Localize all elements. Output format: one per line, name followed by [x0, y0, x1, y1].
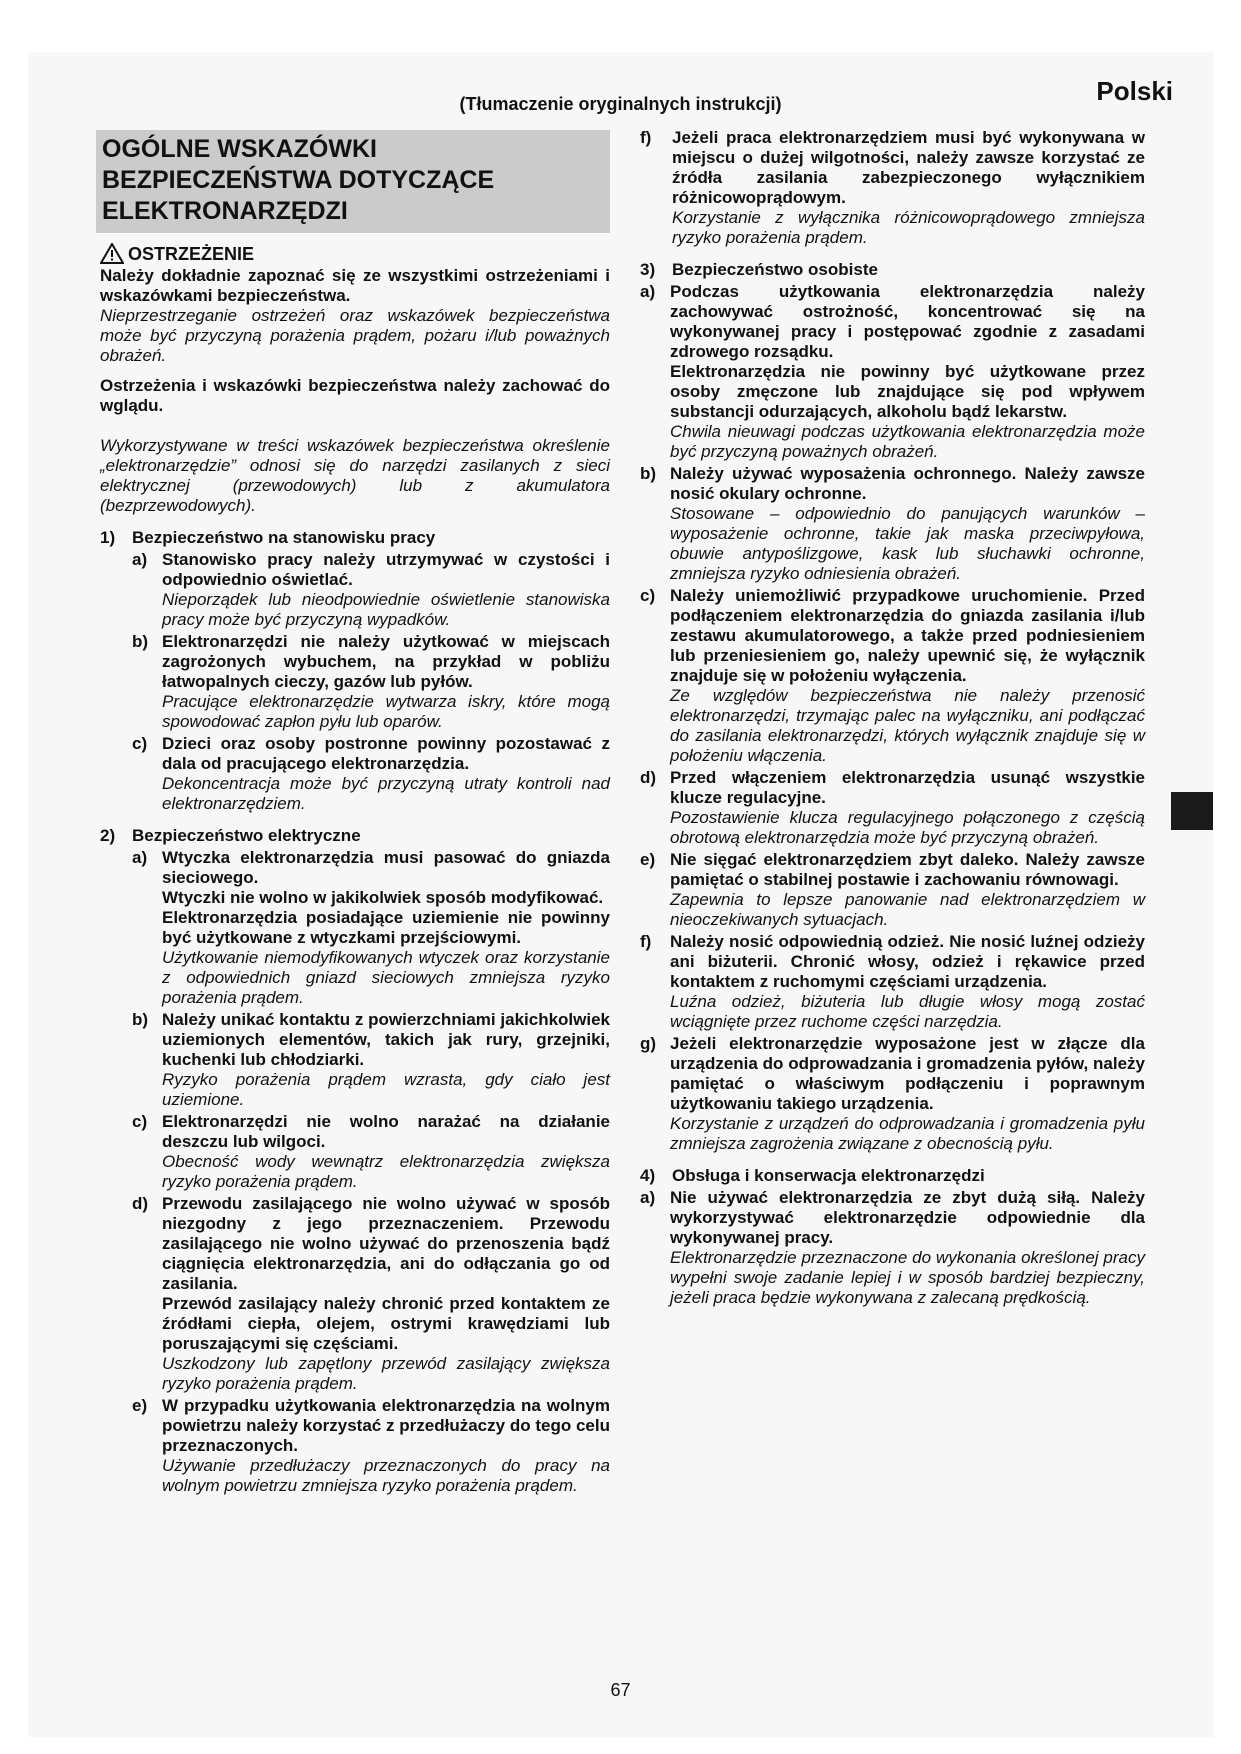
list-item: c) Należy uniemożliwić przypadkowe uruchomienie. Przed podłączeniem elektronarzędzia do gniazda zasilania i/lub zestawu akumulatorowego, a także przed podniesieniem lub przeniesieniem go, należy upewnić się, że wyłącznik znajduje się w położeniu wyłączenia. Ze względów bezpieczeństwa nie należy przenosić elektronarzędzi, trzymając palec na wyłączniku, ani podłączać do zasilania elektronarzędzi, których wyłącznik znajduje się w położeniu włączenia. [640, 586, 1145, 765]
section-4-heading: 4) Obsługa i konserwacja elektronarzędzi [640, 1166, 985, 1185]
list-item: b) Elektronarzędzi nie należy użytkować w miejscach zagrożonych wybuchem, na przykład w pobliżu łatwopalnych cieczy, gazów lub pyłów. Pracujące elektronarzędzie wytwarza iskry, które mogą spowodować zapłon pyłu lub oparów. [132, 632, 610, 731]
warning-consequence: Nieprzestrzeganie ostrzeżeń oraz wskazówek bezpieczeństwa może być przyczyną porażenia prądem, pożaru i/lub poważnych obrażeń. [100, 306, 610, 365]
section-title: OGÓLNE WSKAZÓWKI BEZPIECZEŃSTWA DOTYCZĄCE ELEKTRONARZĘDZI [96, 130, 610, 233]
list-item: d) Przewodu zasilającego nie wolno używać w sposób niezgodny z jego przeznaczeniem. Przewodu zasilającego nie wolno używać do przenoszenia bądź ciągnięcia elektronarzędzia, ani do odłączania go od zasilania. Przewód zasilający należy chronić przed kontaktem ze źródłami ciepła, olejem, ostrymi krawędziami lub poruszającymi się częściami. Uszkodzony lub zapętlony przewód zasilający zwiększa ryzyko porażenia prądem. [132, 1194, 610, 1393]
warning-heading [100, 243, 610, 264]
left-column [100, 130, 610, 1496]
list-item: b) Należy używać wyposażenia ochronnego. Należy zawsze nosić okulary ochronne. Stosowane – odpowiednio do panujących warunków – wyposażenie ochronne, takie jak maska przeciwpyłowa, obuwie antypoślizgowe, kask lub słuchawki ochronne, zmniejsza ryzyko odniesienia obrażeń. [640, 464, 1145, 583]
warning-label: OSTRZEŻENIE [128, 243, 255, 264]
translation-note: (Tłumaczenie oryginalnych instrukcji) [459, 94, 782, 114]
section-1-heading: 1) Bezpieczeństwo na stanowisku pracy [100, 528, 436, 547]
list-item: f) Jeżeli praca elektronarzędziem musi być wykonywana w miejscu o dużej wilgotności, należy zawsze korzystać ze źródła zasilania zabezpieczonego wyłącznikiem różnicowoprądowym. Korzystanie z wyłącznika różnicowoprądowego zmniejsza ryzyko porażenia prądem. [640, 128, 1145, 247]
list-item: c) Dzieci oraz osoby postronne powinny pozostawać z dala od pracującego elektronarzędzia. Dekoncentracja może być przyczyną utraty kontroli nad elektronarzędziem. [132, 734, 610, 813]
list-item: b) Należy unikać kontaktu z powierzchniami jakichkolwiek uziemionych elementów, takich jak rury, grzejniki, kuchenki lub chłodziarki. Ryzyko porażenia prądem wzrasta, gdy ciało jest uziemione. [132, 1010, 610, 1109]
list-item: d) Przed włączeniem elektronarzędzia usunąć wszystkie klucze regulacyjne. Pozostawienie klucza regulacyjnego połączonego z częścią obrotową elektronarzędzia może być przyczyną obrażeń. [640, 768, 1145, 847]
list-item: a) Nie używać elektronarzędzia ze zbyt dużą siłą. Należy wykorzystywać elektronarzędzie odpowiednie dla wykonywanej pracy. Elektronarzędzie przeznaczone do wykonania określonej pracy wypełni swoje zadanie lepiej i w sposób bardziej bezpieczny, jeżeli praca będzie wykonywana z zalecaną prędkością. [640, 1188, 1145, 1307]
list-item: f) Należy nosić odpowiednią odzież. Nie nosić luźnej odzieży ani biżuterii. Chronić włosy, odzież i rękawice przed kontaktem z ruchomymi częściami urządzenia. Luźna odzież, biżuteria lub długie włosy mogą zostać wciągnięte przez ruchome części narzędzia. [640, 932, 1145, 1031]
list-item: a) Stanowisko pracy należy utrzymywać w czystości i odpowiednio oświetlać. Nieporządek lub nieodpowiednie oświetlenie stanowiska pracy może być przyczyną wypadków. [132, 550, 610, 629]
page-number: 67 [610, 1680, 631, 1700]
warning-triangle-icon [100, 243, 124, 264]
list-item: c) Elektronarzędzi nie wolno narażać na działanie deszczu lub wilgoci. Obecność wody wewnątrz elektronarzędzia zwiększa ryzyko porażenia prądem. [132, 1112, 610, 1191]
language-label: Polski [1096, 76, 1173, 106]
section-3-heading: 3) Bezpieczeństwo osobiste [640, 260, 878, 279]
list-item: e) Nie sięgać elektronarzędziem zbyt daleko. Należy zawsze pamiętać o stabilnej postawie i zachowaniu równowagi. Zapewnia to lepsze panowanie nad elektronarzędziem w nieoczekiwanych sytuacjach. [640, 850, 1145, 929]
list-item: a) Podczas użytkowania elektronarzędzia należy zachowywać ostrożność, koncentrować się na wykonywanej pracy i postępować zgodnie z zasadami zdrowego rozsądku. Elektronarzędzia nie powinny być użytkowane przez osoby zmęczone lub znajdujące się pod wpływem substancji odurzających, alkoholu bądź lekarstw. Chwila nieuwagi podczas użytkowania elektronarzędzia może być przyczyną poważnych obrażeń. [640, 282, 1145, 461]
list-item: a) Wtyczka elektronarzędzia musi pasować do gniazda sieciowego. Wtyczki nie wolno w jakikolwiek sposób modyfikować. Elektronarzędzia posiadające uziemienie nie powinny być użytkowane z wtyczkami przejściowymi. Użytkowanie niemodyfikowanych wtyczek oraz korzystanie z odpowiednich gniazd sieciowych zmniejsza ryzyko porażenia prądem. [132, 848, 610, 1007]
right-column [640, 126, 1145, 1308]
list-item: e) W przypadku użytkowania elektronarzędzia na wolnym powietrzu należy korzystać z przedłużaczy do tego celu przeznaczonych. Używanie przedłużaczy przeznaczonych do pracy na wolnym powietrzu zmniejsza ryzyko porażenia prądem. [132, 1396, 610, 1495]
warning-read-all: Należy dokładnie zapoznać się ze wszystkimi ostrzeżeniami i wskazówkami bezpieczeństwa. [100, 266, 610, 305]
language-tab-marker [1171, 792, 1213, 830]
warning-keep: Ostrzeżenia i wskazówki bezpieczeństwa należy zachować do wglądu. [100, 376, 610, 415]
power-tool-definition: Wykorzystywane w treści wskazówek bezpieczeństwa określenie „elektronarzędzie” odnosi się do narzędzi zasilanych z sieci elektrycznej (przewodowych) lub z akumulatora (bezprzewodowych). [100, 436, 610, 515]
list-item: g) Jeżeli elektronarzędzie wyposażone jest w złącze dla urządzenia do odprowadzania i gromadzenia pyłów, należy pamiętać o właściwym podłączeniu i poprawnym użytkowaniu takiego urządzenia. Korzystanie z urządzeń do odprowadzania i gromadzenia pyłu zmniejsza zagrożenia związane z obecnością pyłu. [640, 1034, 1145, 1153]
section-2-heading: 2) Bezpieczeństwo elektryczne [100, 826, 361, 845]
